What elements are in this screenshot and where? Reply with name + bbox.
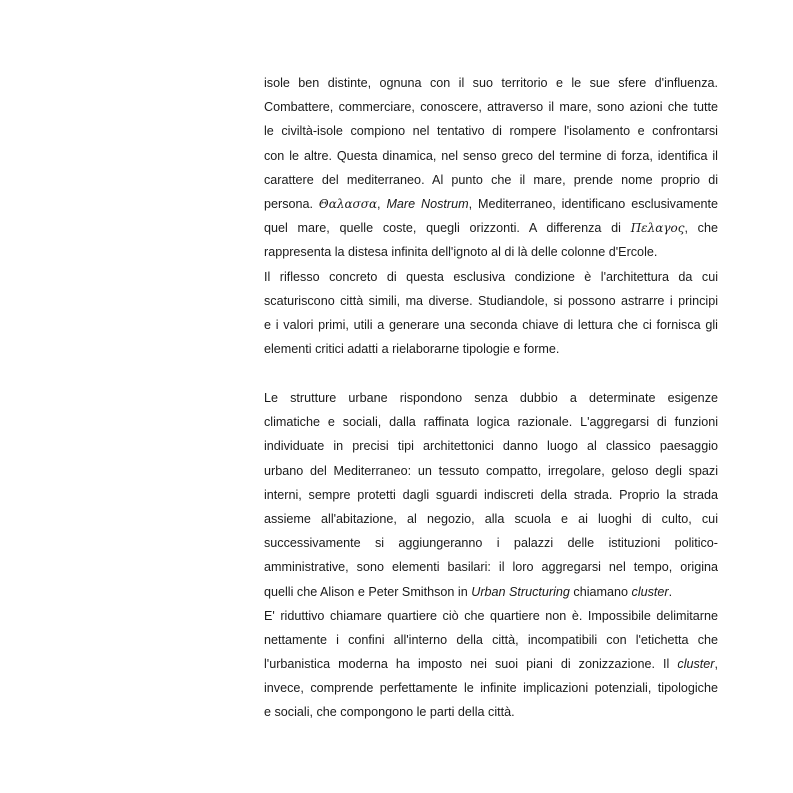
text-line-smithson	[264, 580, 718, 604]
text-line: e sociali, che compongono le parti della città.	[264, 705, 515, 720]
text-segment: persona.	[264, 196, 319, 211]
text-segment: quelli che Alison e Peter Smithson in	[264, 584, 472, 599]
italic-term-cluster: cluster	[631, 584, 669, 599]
text-line: nettamente i confini all'interno della città, incompatibili con l'etichetta che	[264, 632, 718, 647]
text-line: assieme all'abitazione, al negozio, alla scuola e ai luoghi di culto, cui	[264, 511, 718, 526]
text-line: interni, sempre protetti dagli sguardi indiscreti della strada. Proprio la strada	[264, 487, 718, 502]
text-line: E' riduttivo chiamare quartiere ciò che quartiere non è. Impossibile delimitarne	[264, 608, 718, 623]
text-line: urbano del Mediterraneo: un tessuto compatto, irregolare, geloso degli spazi	[264, 463, 718, 478]
text-line: le civiltà-isole compiono nel tentativo di rompere l'isolamento e confrontarsi	[264, 124, 718, 139]
italic-term-cluster: cluster	[677, 657, 715, 672]
text-line: individuate in precisi tipi architettonici danno luogo al classico paesaggio	[264, 439, 718, 454]
greek-word-pelagos: Πελαγος	[630, 221, 685, 236]
text-segment: ,	[714, 657, 718, 672]
text-line: Il riflesso concreto di questa esclusiva condizione è l'architettura da cui	[264, 269, 718, 284]
greek-word-thalassa: Θαλασσα	[318, 196, 378, 211]
italic-title-urban-structuring: Urban Structuring	[471, 584, 570, 599]
text-line: successivamente si aggiungeranno i palazzi delle istituzioni politico-	[264, 536, 718, 551]
text-line: scaturiscono città simili, ma diverse. Studiandole, si possono astrarre i principi	[264, 293, 718, 308]
text-line: carattere del mediterraneo. Al punto che il mare, prende nome proprio di	[264, 172, 718, 187]
text-line: Le strutture urbane rispondono senza dubbio a determinate esigenze	[264, 391, 718, 405]
text-line: con le altre. Questa dinamica, nel senso greco del termine di forza, identifica il	[264, 148, 718, 163]
text-line: isole ben distinte, ognuna con il suo territorio e le sue sfere d'influenza.	[264, 76, 718, 90]
text-line: Combattere, commerciare, conoscere, attraverso il mare, sono azioni che tutte	[264, 100, 718, 115]
text-line: climatiche e sociali, dalla raffinata logica razionale. L'aggregarsi di funzioni	[264, 415, 718, 430]
text-block-mediterraneo	[264, 71, 718, 361]
text-line: elementi critici adatti a rielaborarne tipologie e forme.	[264, 342, 560, 357]
text-line: amministrative, sono elementi basilari: il loro aggregarsi nel tempo, origina	[264, 560, 718, 575]
text-line: e i valori primi, utili a generare una seconda chiave di lettura che ci fornisca gli	[264, 317, 718, 332]
text-segment: , Mediterraneo, identificano esclusivamente	[468, 196, 718, 211]
text-line: invece, comprende perfettamente le infinite implicazioni potenziali, tipologiche	[264, 681, 718, 696]
text-line-cluster	[264, 652, 718, 676]
text-segment: , che	[684, 221, 718, 236]
text-line-greek-pelagos	[264, 216, 718, 240]
text-segment: .	[668, 584, 673, 599]
text-line-greek-thalassa	[264, 192, 718, 216]
text-segment: ,	[377, 196, 387, 211]
text-segment: l'urbanistica moderna ha imposto nei suoi piani di zonizzazione. Il	[264, 657, 678, 672]
text-segment: quel mare, quelle coste, quegli orizzonti. A differenza di	[264, 221, 631, 236]
italic-term-mare-nostrum: Mare Nostrum	[386, 196, 469, 211]
text-line: rappresenta la distesa infinita dell'ignoto al di là delle colonne d'Ercole.	[264, 245, 658, 260]
text-segment: chiamano	[569, 584, 632, 599]
text-block-strutture-urbane	[264, 386, 718, 725]
